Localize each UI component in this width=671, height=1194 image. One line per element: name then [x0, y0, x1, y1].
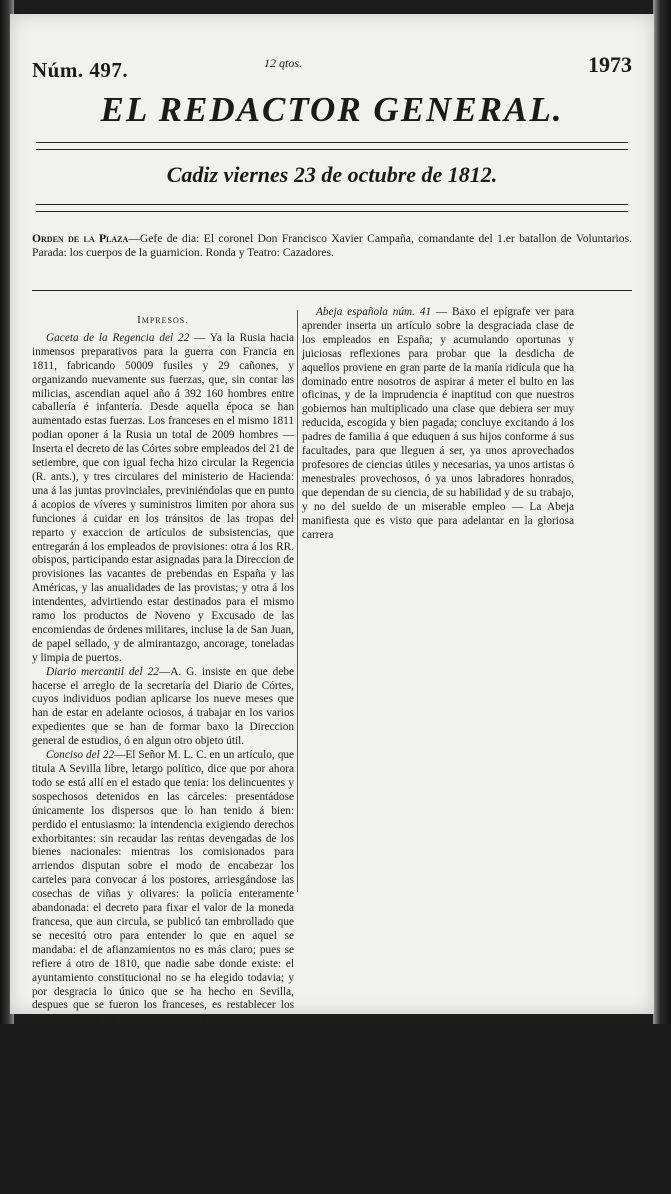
left-column — [32, 308, 294, 1193]
right-column — [302, 306, 574, 542]
article-abeja-text: — Baxo el epígrafe ver para aprender inserta un artículo sobre la desgraciada clase de los empleados en España; y acumulando oportunas y juiciosas reflexiones para probar que la desdicha de aquellos proviene en gran parte de la manía ridícula que ha dominado entre nosotros de aspirar á meter el bulto en las oficinas, y de la imprudencia é inaptitud con que nuestros gobiernos han multiplicado una clase que debiera ser muy reducida, escogida y bien pagada; concluye excitando á los padres de familia á que eduquen á sus hijos conforme á sus facultades, para que lleguen á ser, ya unos aprovechados profesores de ciencias útiles y necesarias, ya unos artistas ó menestrales provechosos, ó ya unos labradores honrados, que dependan de su ciencia, de su habilidad y de su trabajo, y no del sueldo de un miserable empleo — La Abeja manifiesta que es visto que para adelantar en la gloriosa carrera — [302, 306, 574, 541]
article-conciso — [32, 749, 294, 1193]
page-number: 1973 — [588, 52, 632, 77]
dateline: Cadiz viernes 23 de octubre de 1812. — [166, 162, 498, 187]
article-diario-text: —A. G. insiste en que debe hacerse el arreglo de la secretaría del Diario de Córtes, cuyos individuos podian aplicarse los nueve meses que han de estar en adelante ociosos, á trabajar en los varios expedientes que se han de formar baxo la Direccion general de estudios, ó en algun otro objeto útil. — [32, 665, 294, 748]
newspaper-page — [10, 14, 654, 1193]
dateline-rule — [36, 204, 628, 212]
article-abeja-lead: Abeja española núm. 41 — [316, 306, 432, 318]
masthead-rule — [36, 142, 628, 150]
article-gaceta-lead: Gaceta de la Regencia del 22 — [46, 331, 190, 344]
orden-text: —Gefe de dia: El coronel Don Francisco Xavier Campaña, comandante del 1.er batallon de Voluntarios. Parada: los cuerpos de la guarnicion. Ronda y Teatro: Cazadores. — [32, 232, 632, 259]
article-conciso-lead: Conciso del 22 — [46, 749, 115, 762]
orden-lead: Orden de la Plaza — [32, 232, 129, 245]
article-conciso-text: —El Señor M. L. C. en un artículo, que titula A Sevilla libre, letargo político, dice que por ahora todo se está allí en el estado que tenia: los delincuentes y sospechosos detenidos en las cárceles: presentádose únicamente los dispersos que lo han tenido á bien: perdido el entusiasmo: la intendencia exigiendo derechos exhorbitantes: sin recaudar las rentas devengadas de los bienes nacionales: mientras los comisionados para arriendos disputan sobre el modo de encabezar los carteles para convocar á los postores, arriesgándose las cosechas de viñas y olivares: la policía enteramente abandonada: el decreto para fixar el valor de la moneda francesa, que aun circula, se publicó tan embrollado que se necesitó otro para entender lo que en aquel se mandaba: el de afianzamientos no es más claro; pues se refiere á otro de 1810, que nadie sabe donde existe: el ayuntamiento constitucional no se ha elegido todavia; y por desgracia lo único que se ha hecho en Sevilla, despues que se fueron los franceses, es restablecer los enterramientos en los templos, que ellos acertadamente prohibieron: todos habian quedito, como si estuvieran aun rodeados de espiones, quejandose de la inaccion, de lo poco que ha hecho el gobierno, y de lo mucho que dexa de hacer—El Conciso contesta que todo se remediará pronto—El 10 se representó en Madrid en el teatro del Príncipe la tragedia titulada La Venganza, por los oficiales ingleses de la guarnicion, destinándose el producto á beneficio de los pobres de aquella capital.—El 11 se nombraron en Madrid los electores parroquiales para las provincias Córtes, siendo expendios de la junta varios compradores de bienes nacionales y otros satélites que tuvieron la osadía de concurrir á tan solemne acto. — [32, 749, 294, 1193]
issue-number: Núm. 497. — [32, 58, 129, 82]
section-rule — [32, 290, 632, 291]
article-diario-lead: Diario mercantil del 22 — [46, 665, 159, 678]
article-gaceta-text: — Ya la Rusia hacia inmensos preparativos para la guerra con Francia en 1811, fabricando 50009 fusiles y 29 cañones, y organizando nuevamente sus fuerzas, que, sin contar las milicias, ascendian aquel año á 392 160 hombres entre caballería é infantería. Desde aquella época se han aumentado estas fuerzas. Los franceses en el mismo 1811 podian oponer á la Rusia un total de 2009 hombres — Inserta el decreto de las Córtes sobre empleados del 21 de setiembre, que con igual fecha hizo circular la Regencia (R. ants.), y tres circulares del ministerio de Hacienda: una á las juntas provinciales, previniéndolas que en punto á acopios de víveres y suministros limiten por ahora sus funciones á cuidar en los tránsitos de las tropas del reparto y exaccion de artículos de subsistencias, que entregarán á los empleados de provisiones: otra á los RR. obispos, participando estar asignadas para la Direccion de provisiones las vacantes de prebendas en España y las Américas, y las anualidades de las provistas; y otra á los intendentes, advirtiendo estar destinados para el mismo ramo los productos de Noveno y Excusado de las encomiendas de órdenes militares, incluse la de San Juan, de papel sellado, y de almirantazgo, ancorage, toneladas y limpia de puertos. — [32, 331, 294, 664]
page-stack-edge — [653, 0, 671, 1024]
column-divider — [297, 310, 298, 892]
orden-de-la-plaza — [32, 232, 632, 260]
header-row — [32, 52, 632, 88]
impresos-heading: Impresos. — [137, 314, 189, 326]
masthead-title: EL REDACTOR GENERAL. — [100, 90, 564, 129]
article-diario — [32, 666, 294, 749]
article-gaceta — [32, 332, 294, 666]
price-note: 12 qtos. — [264, 56, 303, 70]
article-abeja — [302, 306, 574, 542]
